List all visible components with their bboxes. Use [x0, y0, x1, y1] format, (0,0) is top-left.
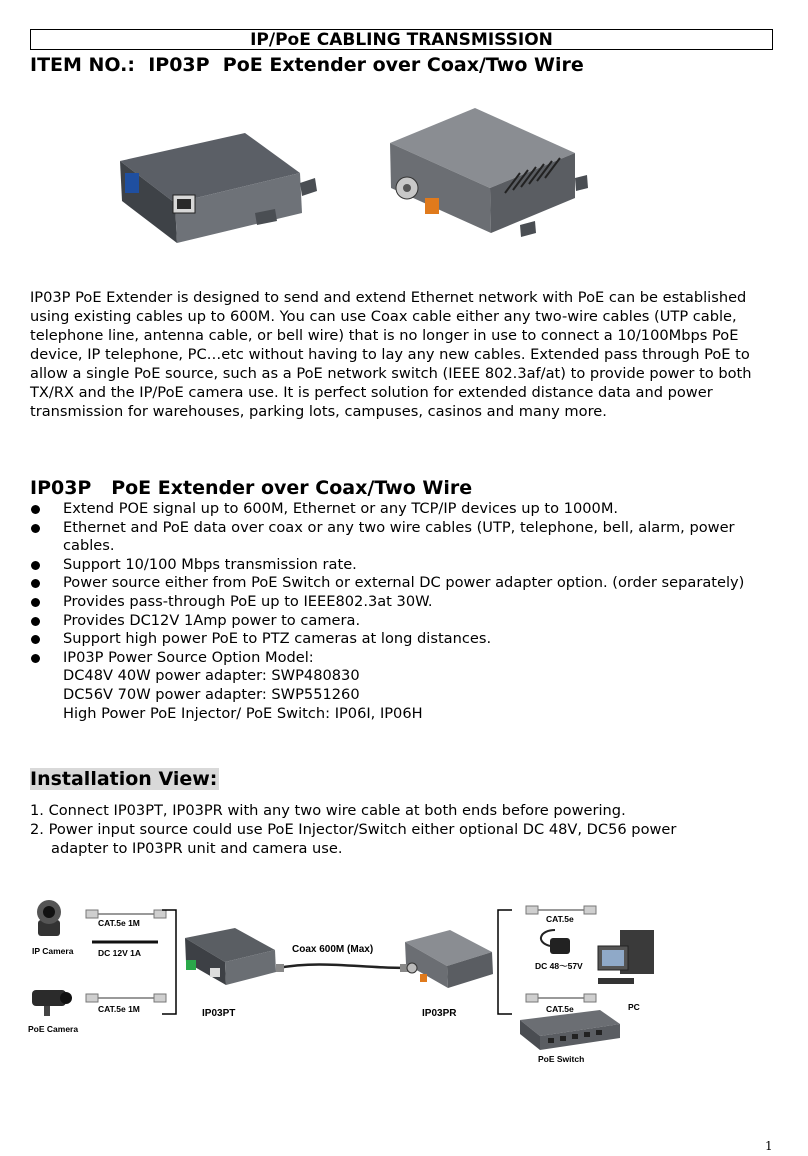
list-item: Provides DC12V 1Amp power to camera. [30, 612, 790, 631]
bullet-icon [31, 635, 40, 644]
page-number: 1 [765, 1139, 773, 1153]
label-poe-switch: PoE Switch [538, 1054, 585, 1064]
poe-camera-icon [32, 990, 72, 1016]
label-cat5e-1m-bottom: CAT.5e 1M [98, 1004, 140, 1014]
bullet-icon [31, 579, 40, 588]
step-2b: adapter to IP03PR unit and camera use. [51, 840, 343, 857]
list-item: Provides pass-through PoE up to IEEE802.3at 30W. [30, 593, 790, 612]
list-item: Support high power PoE to PTZ cameras at long distances. [30, 630, 790, 649]
label-cat5e-1m-top: CAT.5e 1M [98, 918, 140, 928]
installation-steps [30, 801, 790, 858]
power-option-1: DC48V 40W power adapter: SWP480830 [63, 667, 360, 685]
label-pc: PC [628, 1002, 640, 1012]
label-poe-camera: PoE Camera [28, 1024, 79, 1034]
list-item: Support 10/100 Mbps transmission rate. [30, 556, 790, 575]
intro-paragraph: IP03P PoE Extender is designed to send and extend Ethernet network with PoE can be established using existing cables up to 600M. You can use Coax cable either any two-wire cables (UTP cable, telephone line, antenna cable, or bell wire) that is no longer in use to connect a 10/100Mbps PoE device, IP telephone, PC…etc without having to lay any new cables. Extended pass through PoE to allow a single PoE source, such as a PoE network switch (IEEE 802.3af/at) to provide power to both TX/RX and the IP/PoE camera use. It is perfect solution for extended distance data and power transmission for warehouses, parking lots, campuses, casinos and many more. [30, 289, 752, 420]
ip03pr-device-icon [405, 930, 493, 988]
page-title: IP/PoE CABLING TRANSMISSION [30, 29, 773, 50]
bullet-icon [31, 598, 40, 607]
bullet-icon [31, 561, 40, 570]
ip-camera-icon [37, 900, 61, 936]
step-1: 1. Connect IP03PT, IP03PR with any two wire cable at both ends before powering. [30, 802, 626, 819]
product-photo-transmitter [105, 103, 320, 253]
bullet-icon [31, 654, 40, 663]
label-dc12v: DC 12V 1A [98, 948, 141, 958]
step-2a: 2. Power input source could use PoE Injector/Switch either optional DC 48V, DC56 power [30, 821, 677, 838]
label-ip-camera: IP Camera [32, 946, 74, 956]
installation-heading: Installation View: [30, 768, 218, 790]
bullet-icon [31, 505, 40, 514]
list-item: Extend POE signal up to 600M, Ethernet or any TCP/IP devices up to 1000M. [30, 500, 790, 519]
bullet-icon [31, 617, 40, 626]
list-item: Ethernet and PoE data over coax or any two wire cables (UTP, telephone, bell, alarm, power cables. [30, 519, 790, 556]
list-item: Power source either from PoE Switch or external DC power adapter option. (order separately) [30, 574, 790, 593]
power-option-2: DC56V 70W power adapter: SWP551260 [63, 685, 360, 703]
bullet-icon [31, 524, 40, 533]
label-cat5e-right-top: CAT.5e [546, 914, 574, 924]
label-ip03pt: IP03PT [202, 1008, 236, 1019]
label-cat5e-right-bottom: CAT.5e [546, 1004, 574, 1014]
list-item: IP03P Power Source Option Model: DC48V 40W power adapter: SWP480830 DC56V 70W power adapter: SWP551260 High Power PoE Injector/ PoE Switch: IP06I, IP06H [30, 649, 790, 723]
feature-list [30, 500, 790, 723]
power-option-3: High Power PoE Injector/ PoE Switch: IP06I, IP06H [63, 704, 423, 722]
pc-icon [598, 930, 654, 984]
product-photo-receiver [385, 103, 590, 253]
item-number-heading: ITEM NO.: IP03P PoE Extender over Coax/Two Wire [30, 54, 584, 76]
power-adapter-icon [541, 930, 570, 954]
label-dc48: DC 48～57V [535, 961, 583, 971]
label-ip03pr: IP03PR [422, 1008, 457, 1019]
ip03pt-device-icon [185, 928, 276, 985]
installation-diagram [20, 890, 660, 1070]
features-heading: IP03P PoE Extender over Coax/Two Wire [30, 477, 473, 499]
poe-switch-icon [520, 1010, 620, 1050]
label-coax: Coax 600M (Max) [292, 944, 374, 955]
